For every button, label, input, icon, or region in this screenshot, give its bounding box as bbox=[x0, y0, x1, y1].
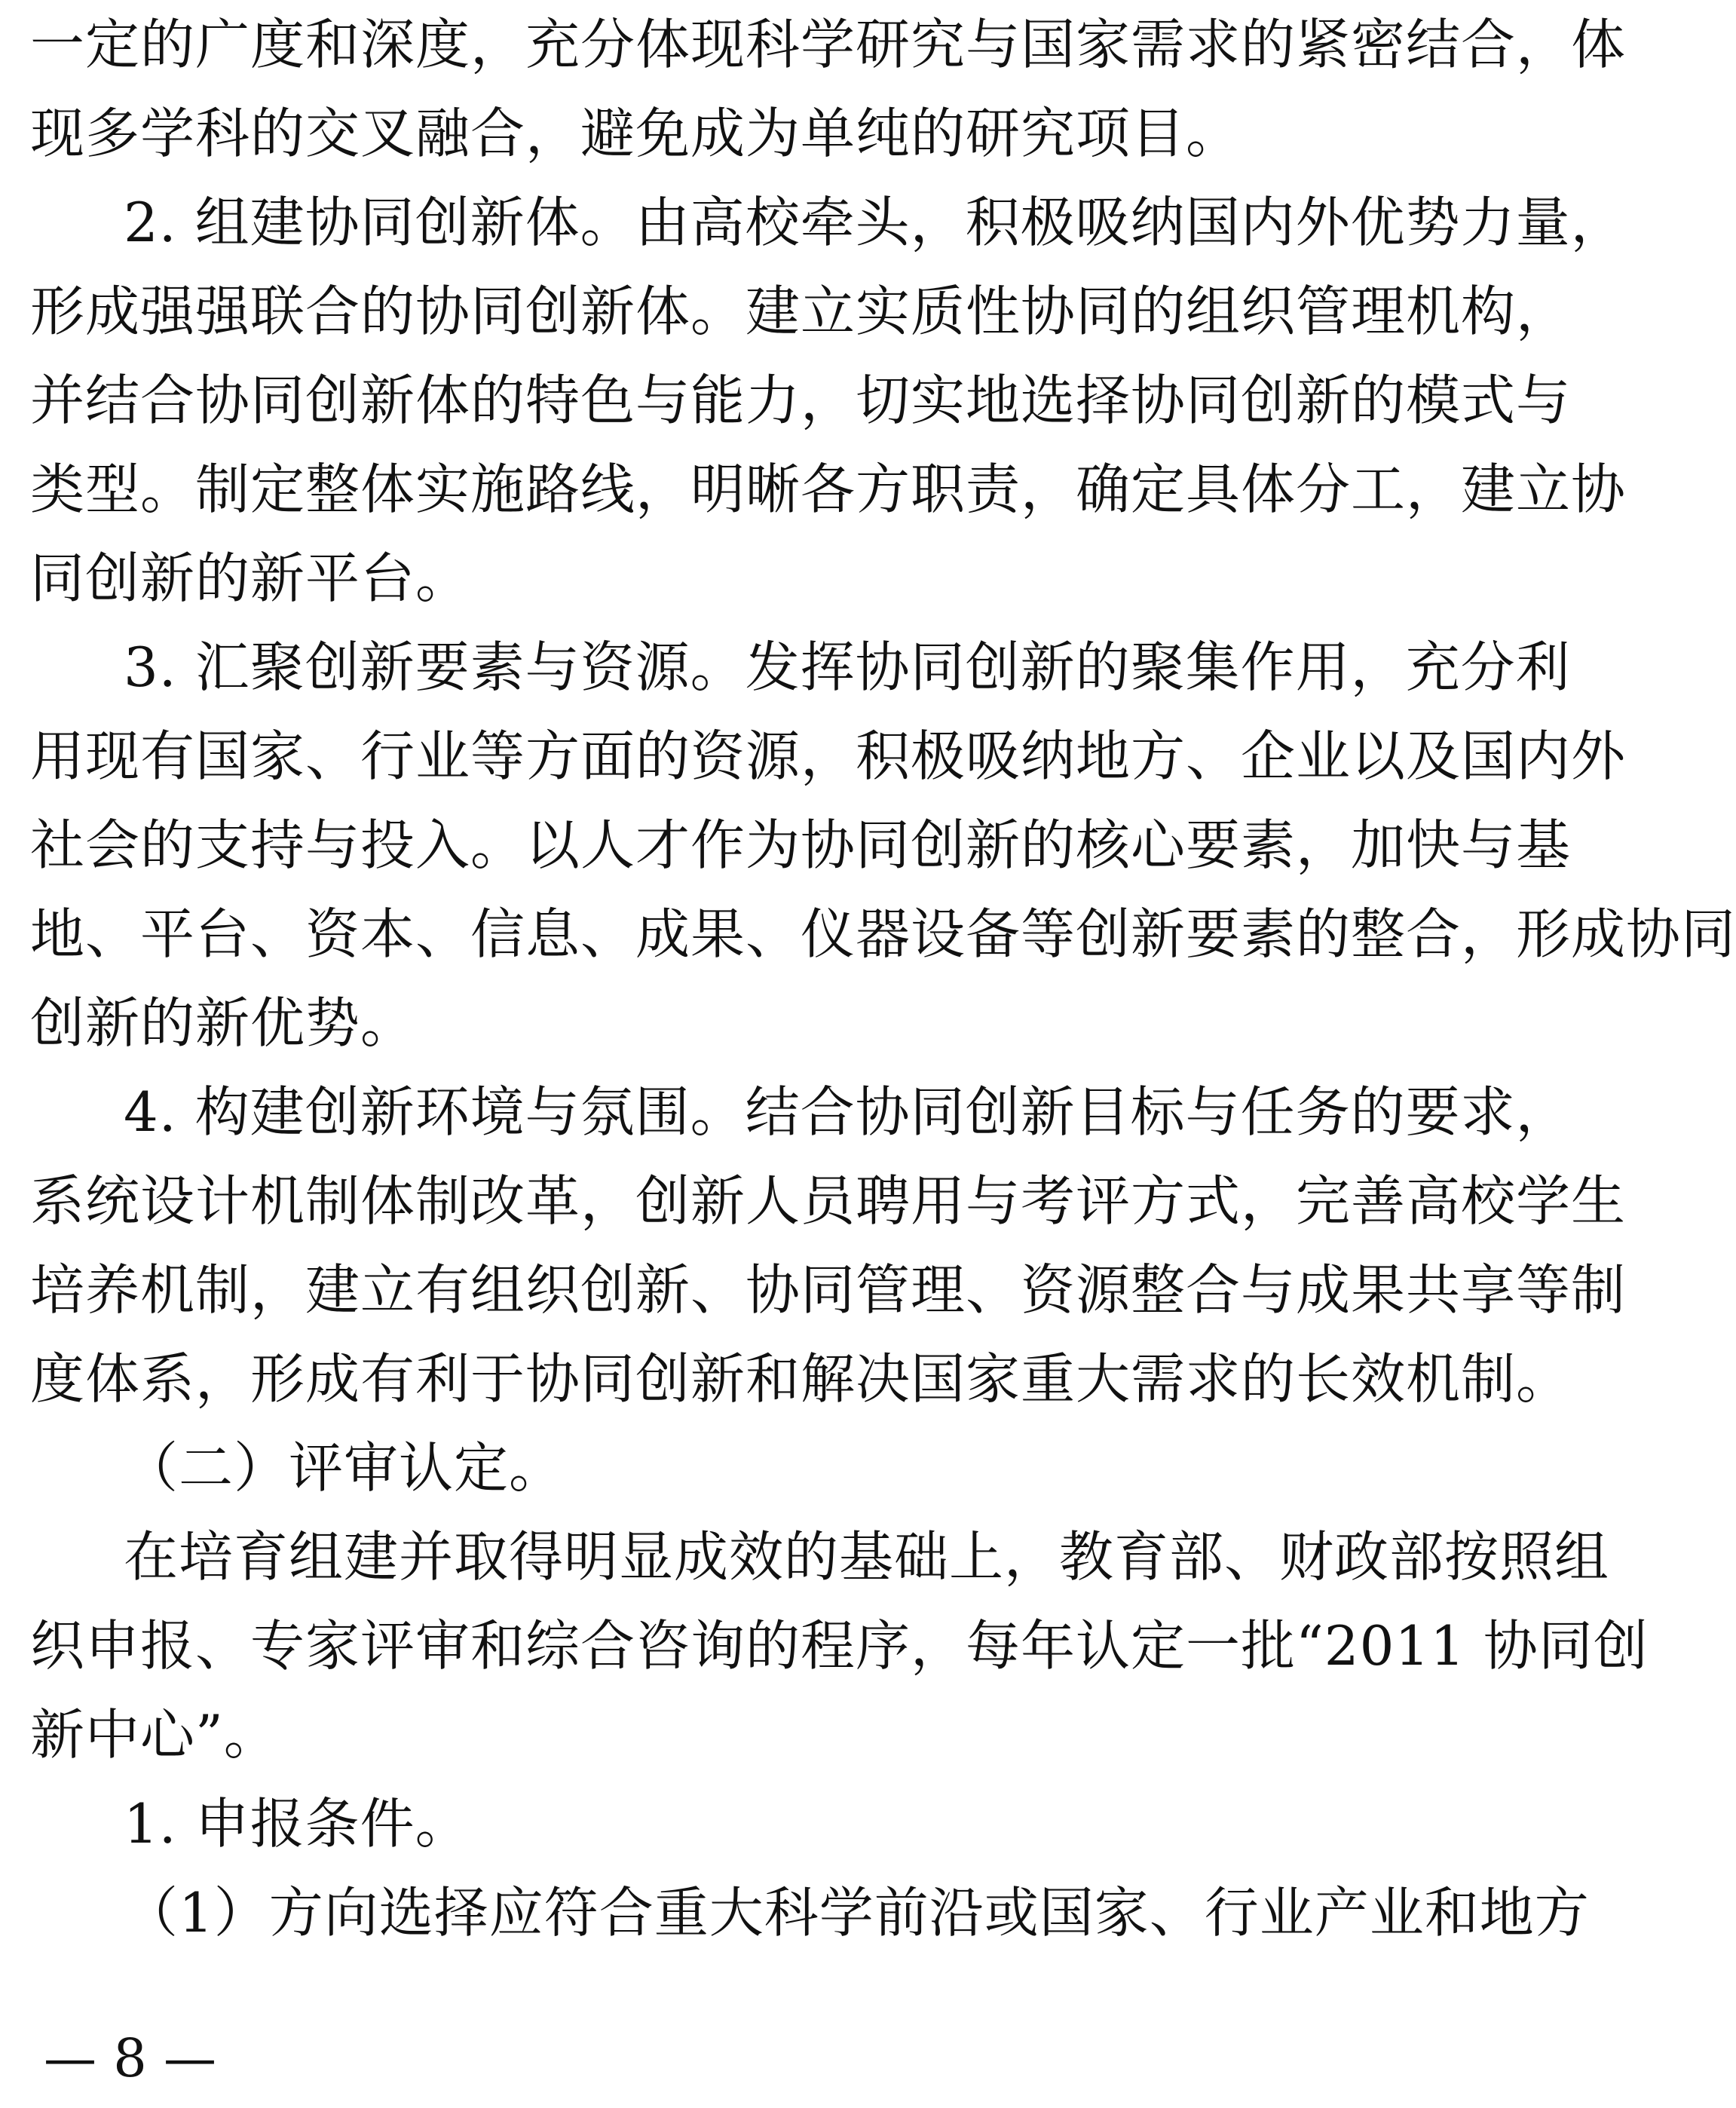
text-line: 新中心”。 bbox=[30, 1703, 279, 1766]
text-line: 形成强强联合的协同创新体。建立实质性协同的组织管理机构， bbox=[30, 280, 1572, 343]
text-line: 培养机制，建立有组织创新、协同管理、资源整合与成果共享等制 bbox=[30, 1258, 1627, 1322]
text-line: 创新的新优势。 bbox=[30, 991, 416, 1055]
text-line: （1）方向选择应符合重大科学前沿或国家、行业产业和地方 bbox=[124, 1881, 1590, 1944]
page-number: — 8 — bbox=[44, 2027, 217, 2089]
text-line: 现多学科的交叉融合，避免成为单纯的研究项目。 bbox=[30, 102, 1242, 165]
text-line: 度体系，形成有利于协同创新和解决国家重大需求的长效机制。 bbox=[30, 1347, 1572, 1411]
text-line: 在培育组建并取得明显成效的基础上，教育部、财政部按照组 bbox=[124, 1525, 1610, 1589]
text-line: 地、平台、资本、信息、成果、仪器设备等创新要素的整合，形成协同 bbox=[30, 902, 1736, 966]
section-heading-line: 2. 组建协同创新体。由高校牵头，积极吸纳国内外优势力量， bbox=[124, 191, 1626, 254]
subheading-line: 1. 申报条件。 bbox=[124, 1792, 470, 1855]
text-line: 用现有国家、行业等方面的资源，积极吸纳地方、企业以及国内外 bbox=[30, 725, 1627, 788]
text-line: 社会的支持与投入。以人才作为协同创新的核心要素，加快与基 bbox=[30, 813, 1572, 877]
text-line: 类型。制定整体实施路线，明晰各方职责，确定具体分工，建立协 bbox=[30, 458, 1627, 521]
section-heading-line: 3. 汇聚创新要素与资源。发挥协同创新的聚集作用，充分利 bbox=[124, 636, 1571, 699]
text-line: 织申报、专家评审和综合咨询的程序，每年认定一批“2011 协同创 bbox=[30, 1614, 1649, 1678]
text-line: 同创新的新平台。 bbox=[30, 547, 471, 610]
text-line: 并结合协同创新体的特色与能力，切实地选择协同创新的模式与 bbox=[30, 369, 1572, 432]
text-line: 系统设计机制体制改革，创新人员聘用与考评方式，完善高校学生 bbox=[30, 1169, 1627, 1233]
subheading-line: （二）评审认定。 bbox=[124, 1436, 565, 1500]
section-heading-line: 4. 构建创新环境与氛围。结合协同创新目标与任务的要求， bbox=[124, 1080, 1571, 1144]
text-line: 一定的广度和深度，充分体现科学研究与国家需求的紧密结合，体 bbox=[30, 13, 1627, 76]
